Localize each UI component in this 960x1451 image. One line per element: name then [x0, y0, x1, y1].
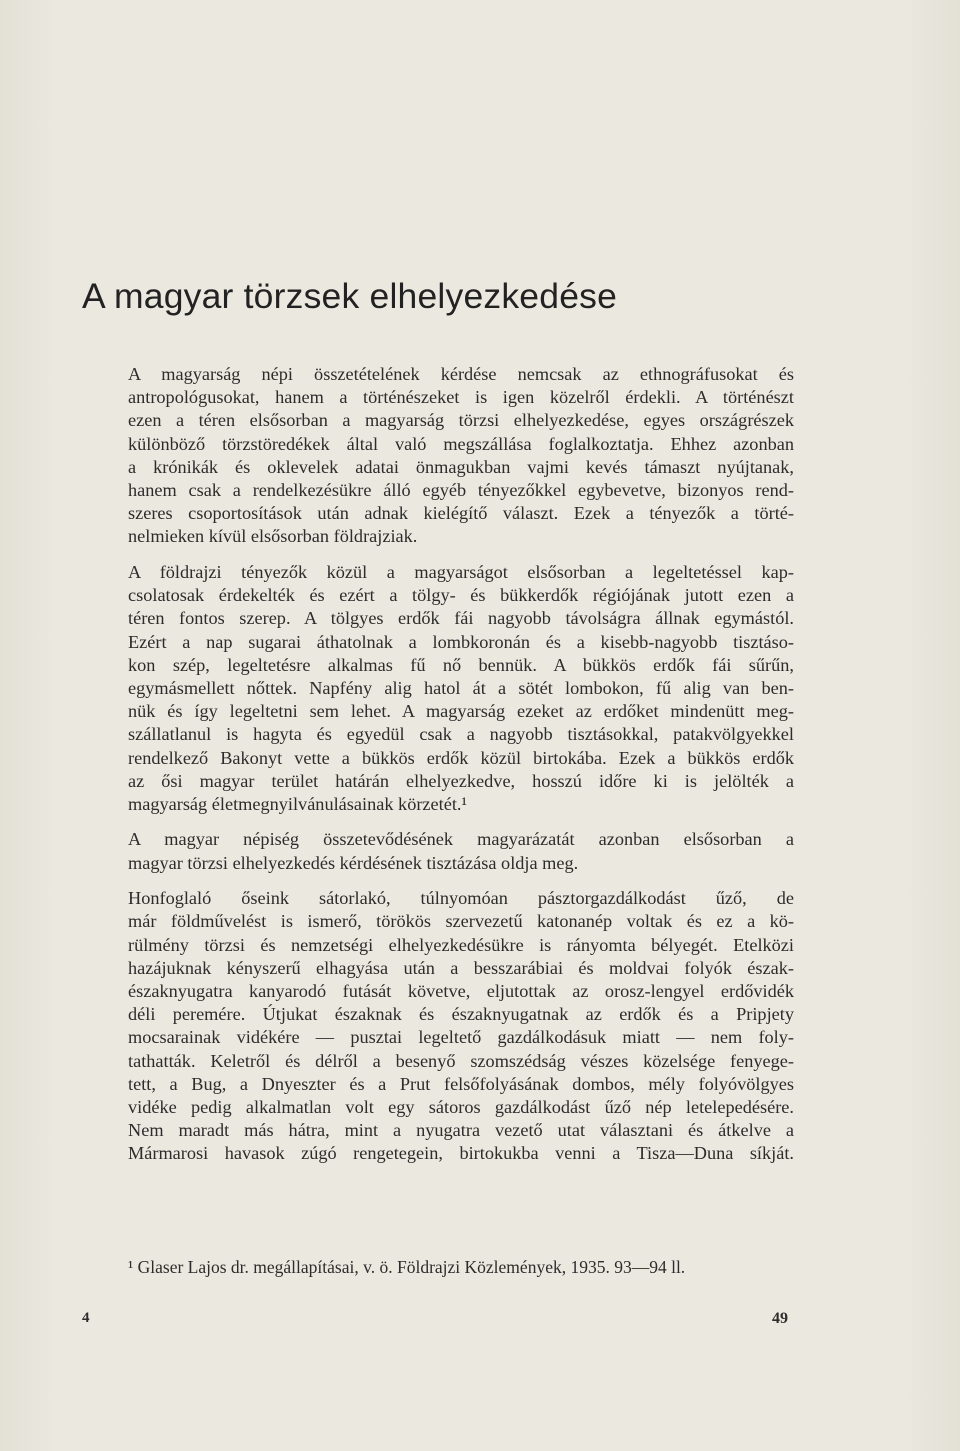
signature-mark: 4: [82, 1310, 90, 1326]
text-line: az ősi magyar terület határán elhelyezkedve, hosszú időre ki is jelölték a: [128, 770, 794, 791]
text-line: téren fontos szerep. A tölgyes erdők fái nagyobb távolságra állnak egymástól.: [128, 608, 794, 629]
text-line: nük és így legeltetni sem lehet. A magyarság ezeket az erdőket mindenütt meg-: [128, 701, 794, 722]
text-line: kon szép, legeltetésre alkalmas fű nő bennük. A bükkös erdők fái sűrűn,: [128, 654, 794, 675]
text-line: nelmieken kívül elsősorban földrajziak.: [128, 526, 418, 547]
text-line: antropológusokat, hanem a történészeket is igen közelről érdekli. A történészt: [128, 387, 794, 408]
text-line: tathatták. Keletről és délről a besenyő szomszédság vészes közelsége fenyege-: [128, 1050, 794, 1071]
text-line: mocsarainak vidékére — pusztai legeltető gazdálkodásuk miatt — nem foly-: [128, 1027, 794, 1048]
text-line: rülmény törzsi és nemzetségi elhelyezkedésükre is rányomta bélyegét. Etelközi: [128, 934, 794, 955]
page-number: 49: [772, 1310, 788, 1327]
text-line: különböző törzstöredékek által való megszállása foglalkoztatja. Ehhez azonban: [128, 433, 794, 454]
text-line: ezen a téren elsősorban a magyarság törzsi elhelyezkedése, egyes országrészek: [128, 410, 794, 431]
text-line: északnyugatra kanyarodó futását követve, eljutottak az orosz-lengyel erdővidék: [128, 980, 794, 1001]
article-title: A magyar törzsek elhelyezkedése: [82, 276, 618, 316]
text-line: magyarság életmegnyilvánulásainak körzetét.¹: [128, 793, 467, 814]
paragraph-3: [82, 828, 794, 874]
paragraph-4: [82, 887, 794, 1165]
text-line: Nem maradt más hátra, mint a nyugatra vezető utat választani és átkelve a: [128, 1120, 794, 1141]
text-line: A magyar népiség összetevődésének magyarázatát azonban elsősorban a: [128, 829, 794, 850]
text-line: hazájuknak kényszerű elhagyása után a besszarábiai és moldvai folyók észak-: [128, 957, 794, 978]
text-line: már földművelést is ismerő, törökös szervezetű katonanép voltak és ez a kö-: [128, 911, 794, 932]
text-line: magyar törzsi elhelyezkedés kérdésének tisztázása oldja meg.: [128, 852, 579, 873]
text-line: déli peremére. Útjukat északnak és északnyugatnak az erdők és a Pripjety: [128, 1004, 794, 1025]
text-line: Ezért a nap sugarai áthatolnak a lombkoronán és a kisebb-nagyobb tisztáso-: [128, 631, 794, 652]
article-body: [82, 363, 794, 1178]
text-line: vidéke pedig alkalmatlan volt egy sátoros gazdálkodást űző nép letelepedésére.: [128, 1096, 794, 1117]
footnote: ¹ Glaser Lajos dr. megállapításai, v. ö. Földrajzi Közlemények, 1935. 93—94 ll.: [128, 1256, 686, 1277]
text-line: rendelkező Bakonyt vette a bükkös erdők közül birtokába. Ezek a bükkös erdők: [128, 747, 794, 768]
text-line: szeres csoportosítások után adnak kielégítő választ. Ezek a tényezők a törté-: [128, 503, 794, 524]
text-line: A magyarság népi összetételének kérdése nemcsak az ethnográfusokat és: [128, 364, 794, 384]
paragraph-1: [82, 363, 794, 549]
text-line: tett, a Bug, a Dnyeszter és a Prut felsőfolyásának dombos, mély folyóvölgyes: [128, 1073, 794, 1094]
text-line: hanem csak a rendelkezésükre álló egyéb tényezőkkel egybevetve, bizonyos rend-: [128, 480, 794, 501]
paragraph-2: [82, 561, 794, 816]
text-line: csolatosak érdekelték és ezért a tölgy- és bükkerdők régiójának jutott ezen a: [128, 585, 794, 606]
text-line: a krónikák és oklevelek adatai önmagukban vajmi kevés támaszt nyújtanak,: [128, 456, 794, 477]
text-line: A földrajzi tényezők közül a magyarságot elsősorban a legeltetéssel kap-: [128, 561, 794, 582]
text-line: Mármarosi havasok zúgó rengetegein, birtokukba venni a Tisza—Duna síkját.: [128, 1143, 794, 1164]
text-line: Honfoglaló őseink sátorlakó, túlnyomóan pásztorgazdálkodást űző, de: [128, 888, 794, 909]
text-line: egymásmellett nőttek. Napfény alig hatol át a sötét lombokon, fű alig van ben-: [128, 677, 794, 698]
text-line: szállatlanul is hagyta és egyedül csak a nagyobb tisztásokkal, patakvölgyekkel: [128, 724, 794, 745]
